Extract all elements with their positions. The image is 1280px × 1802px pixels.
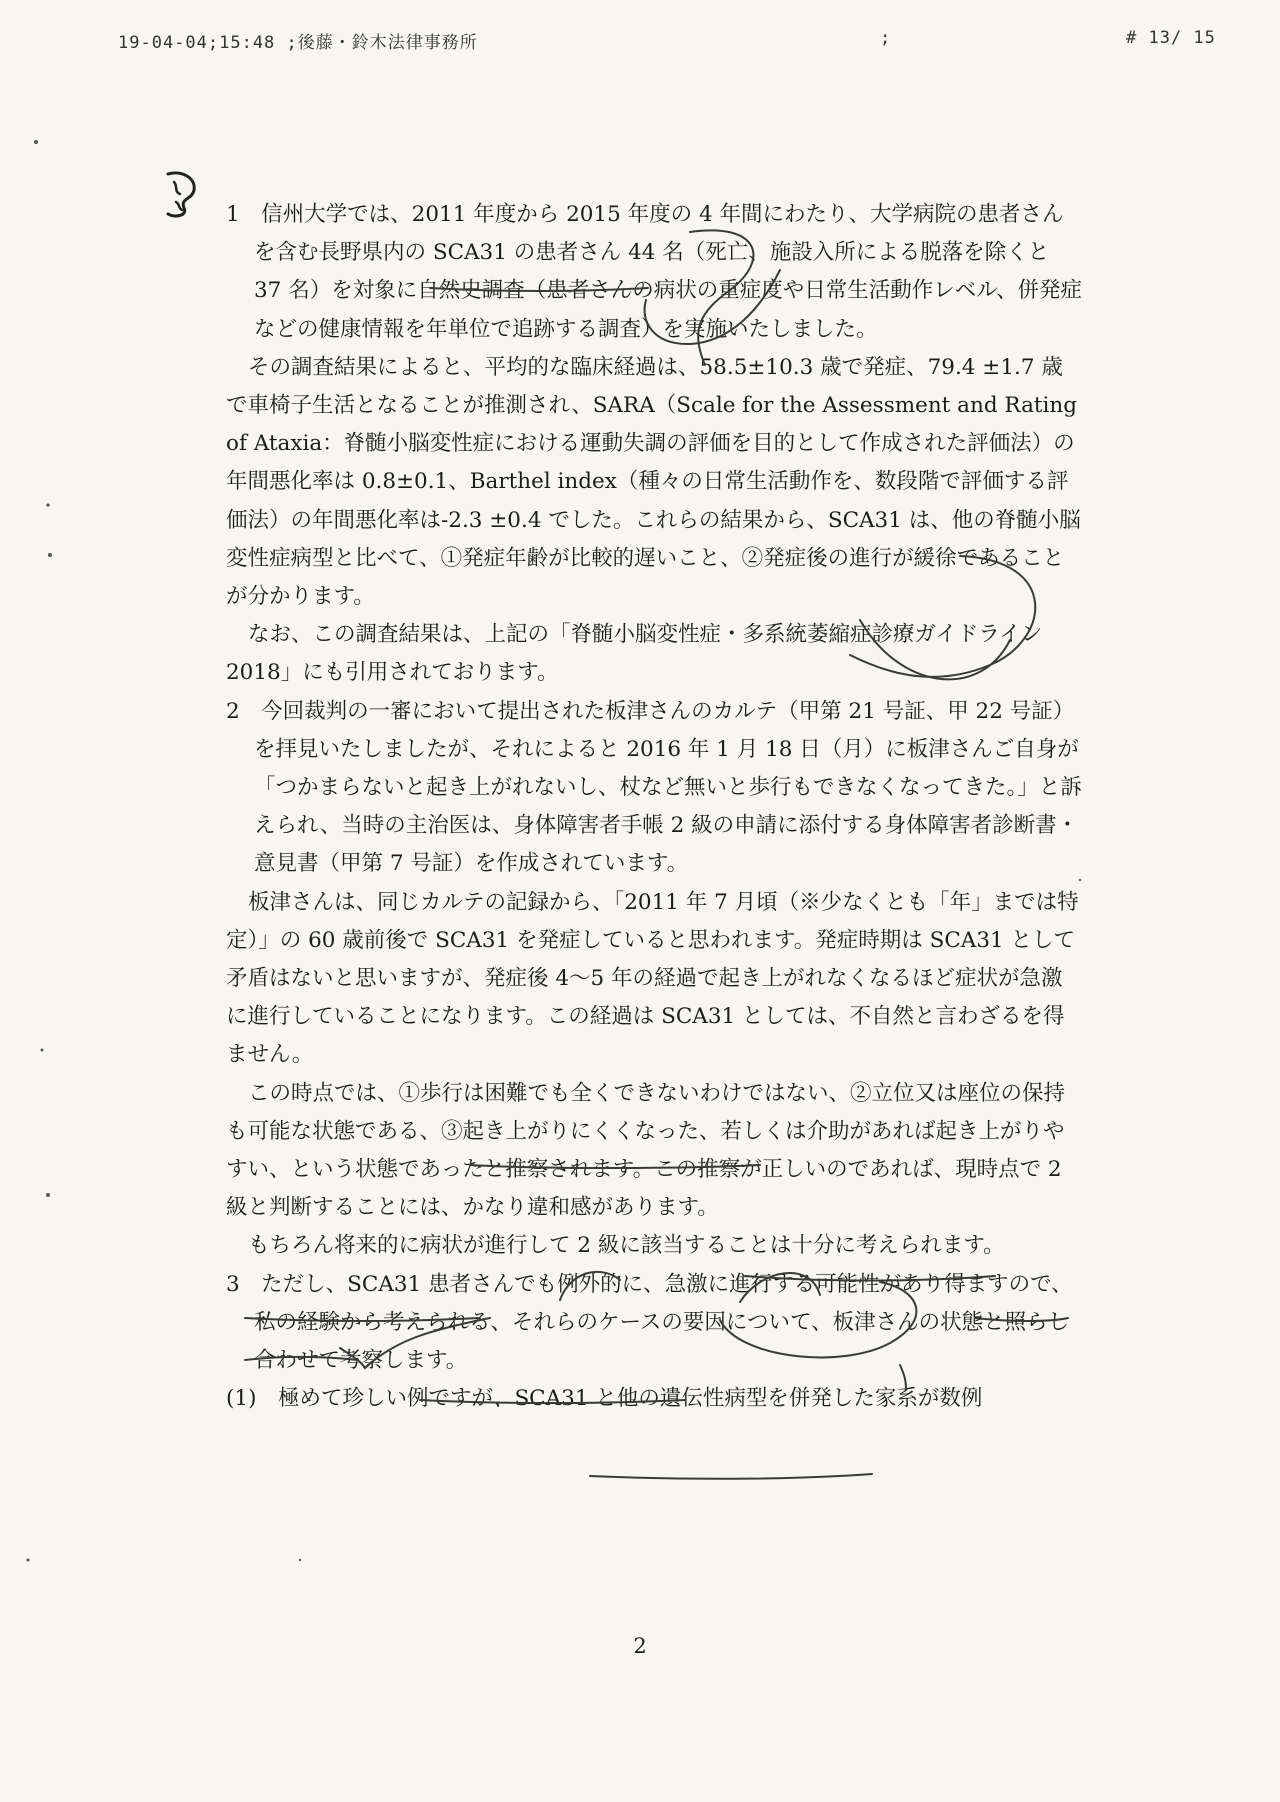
future-progression-paragraph: もちろん将来的に病状が進行して 2 級に該当することは十分に考えられます。 [248, 1233, 1005, 1259]
section-1-paragraph: 1 信州大学では、2011 年度から 2015 年度の 4 年間にわたり、大学病院の患者さんを含む長野県内の SCA31 の患者さん 44 名（死亡、施設入所による脱落を除くと 37 名）を対象に自然史調査（患者さんの病状の重症度や日常生活動作レベル、併発症などの健康情報を年単位で追跡する調査）を実施いたしました。 [226, 202, 1082, 342]
handwritten-mark-icon [160, 168, 204, 220]
fax-separator: ; [880, 28, 891, 48]
fax-timestamp: 19-04-04;15:48 ;後藤・鈴木法律事務所 [118, 33, 478, 53]
assessment-paragraph: この時点では、①歩行は困難でも全くできないわけではない、②立位又は座位の保持も可能な状態である、③起き上がりにくくなった、若しくは介助があれば起き上がりやすい、という状態であったと推察されます。この推察が正しいのであれば、現時点で 2 級と判断することには、かなり違和感があります。 [226, 1080, 1066, 1221]
onset-paragraph: 板津さんは、同じカルテの記録から、「2011 年 7 月頃（※少なくとも「年」までは特定）」の 60 歳前後で SCA31 を発症していると思われます。発症時期は SCA31 として矛盾はないと思いますが、発症後 4～5 年の経過で起き上がれなくなるほど症状が急激に進行していることになります。この経過は SCA31 としては、不自然と言わざるを得ません。 [226, 889, 1079, 1068]
annotation-underline-8 [590, 1474, 872, 1479]
fax-page-counter: # 13/ 15 [1126, 28, 1216, 48]
survey-results-paragraph: その調査結果によると、平均的な臨床経過は、58.5±10.3 歳で発症、79.4 ±1.7 歳で車椅子生活となることが推測され、SARA（Scale for the Assessment and Rating of Ataxia：脊髄小脳変性症における運動失調の評価を目的として作成された評価法）の年間悪化率は 0.8±0.1、Barthel index（種々の日常生活動作を、数段階で評価する評価法）の年間悪化率は-2.3 ±0.4 でした。これらの結果から、SCA31 は、他の脊髄小脳変性症病型と比べて、①発症年齢が比較的遅いこと、②発症後の進行が緩徐であることが分かります。 [226, 354, 1081, 610]
section-3-paragraph: 3 ただし、SCA31 患者さんでも例外的に、急激に進行する可能性があり得ますので、私の経験から考えられる、それらのケースの要因について、板津さんの状態と照らし合わせて考察します。 [226, 1271, 1073, 1374]
fax-header [0, 28, 1280, 58]
subsection-1-paragraph: (1) 極めて珍しい例ですが、SCA31 と他の遺伝性病型を併発した家系が数例 [226, 1386, 983, 1412]
section-2-paragraph: 2 今回裁判の一審において提出された板津さんのカルテ（甲第 21 号証、甲 22 号証）を拝見いたしましたが、それによると 2016 年 1 月 18 日（月）に板津さんご自身が「つかまらないと起き上がれないし、杖など無いと歩行もできなくなってきた。」と訴えられ、当時の主治医は、身体障害者手帳 2 級の申請に添付する身体障害者診断書・意見書（甲第 7 号証）を作成されています。 [226, 698, 1082, 877]
letter-body [226, 196, 1082, 1419]
page-number: 2 [633, 1634, 647, 1658]
guideline-note-paragraph: なお、この調査結果は、上記の「脊髄小脳変性症・多系統萎縮症診療ガイドライン 2018」にも引用されております。 [226, 622, 1043, 686]
